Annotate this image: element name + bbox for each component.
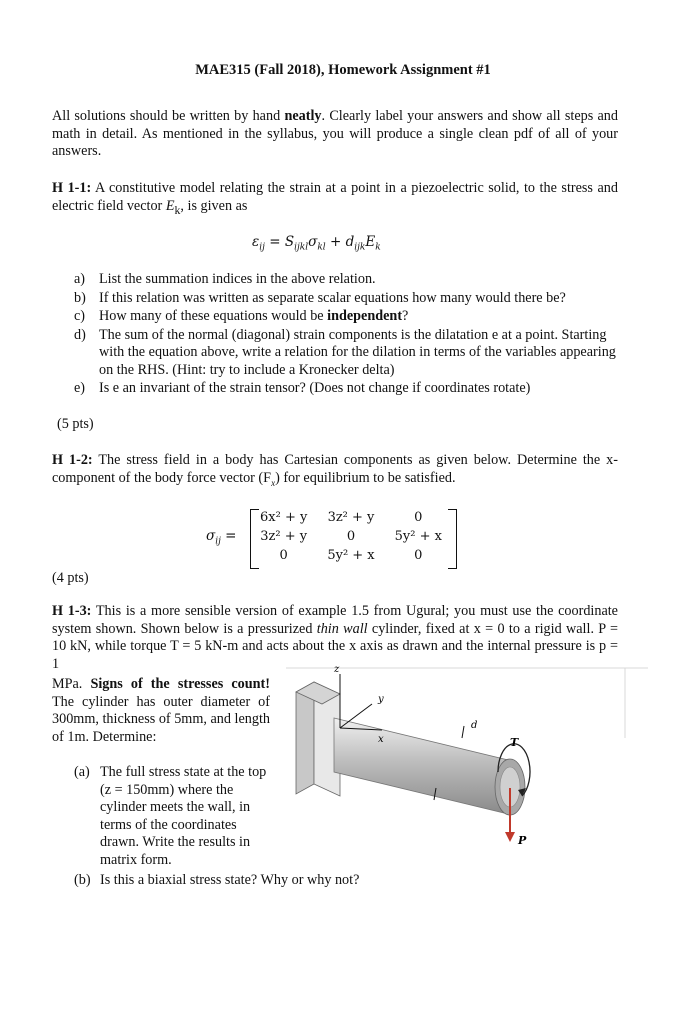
item-text: Is this a biaxial stress state? Why or why not? [100, 872, 360, 888]
h13-italic: thin wall [316, 620, 368, 637]
h11-equation [252, 234, 381, 257]
h11-points: (5 pts) [57, 416, 94, 432]
eq-E-sub: k [375, 242, 381, 253]
item-label: (b) [74, 872, 91, 888]
h11-field-sub: k [174, 202, 181, 217]
intro-bold: neatly [284, 108, 322, 124]
item-label: e) [74, 380, 86, 396]
eq-epsilon-sub: ij [259, 242, 265, 253]
item-text: If this relation was written as separate scalar equations how many would there be? [99, 289, 566, 306]
force-p-head [505, 832, 515, 842]
list-item [52, 290, 622, 308]
item-label: d) [74, 326, 86, 343]
h12-label: H 1-2: [52, 452, 93, 468]
label-x: x [378, 734, 384, 745]
eq-equals: = [264, 234, 285, 250]
sigma-label [206, 528, 237, 551]
item-label: c) [74, 308, 86, 324]
eq-d-sub: ijk [354, 242, 366, 253]
item-bold: independent [327, 308, 403, 324]
item-text-after: ? [402, 308, 409, 324]
item-text: Is e an invariant of the strain tensor? (Does not change if coordinates rotate) [99, 380, 531, 396]
h13-text-4: The cylinder has outer diameter of 300mm, thickness of 5mm, and length of 1m. Determine: [52, 693, 270, 745]
list-item [52, 380, 622, 398]
eq-S: S [284, 234, 295, 250]
h13-text-3: MPa. [52, 676, 91, 692]
eq-S-sub: ijkl [294, 242, 309, 253]
item-text: The full stress state at the top (z = 150mm) where the cylinder meets the wall, in terms of the coordinates drawn. Write the results in matrix form. [100, 764, 267, 868]
item-label: b) [74, 289, 86, 306]
intro-text: All solutions should be written by hand [52, 108, 285, 124]
list-item [52, 327, 622, 380]
matrix-cell: 5y² + x [327, 547, 375, 563]
eq-epsilon: ε [252, 234, 260, 250]
eq-plus: + [325, 234, 346, 250]
matrix-cell: 6x² + y [260, 509, 308, 525]
h11-question-list [52, 271, 622, 399]
sigma-sub: ij [215, 536, 221, 547]
label-P: P [518, 834, 527, 847]
stress-matrix [250, 508, 452, 565]
h13-bold: Signs of the stresses count! [90, 676, 270, 692]
matrix-row [250, 527, 452, 546]
h13-continued [52, 676, 270, 746]
matrix-cell: 3z² + y [327, 509, 375, 525]
h11-paragraph [52, 180, 618, 219]
h13-text: This is a more sensible version of example 1.5 from Ugural; you must use the coordinate system shown. Shown below is a pressurized [52, 603, 618, 637]
h13-item-b [74, 872, 640, 890]
label-d: d [471, 720, 478, 731]
cylinder-figure [286, 664, 648, 864]
h11-field-symbol: E [165, 197, 175, 214]
h12-text-after: ) for equilibrium to be satisfied. [275, 469, 456, 486]
d-marker [462, 726, 464, 738]
item-text: List the summation indices in the above relation. [99, 271, 376, 287]
list-item [52, 308, 622, 326]
intro-paragraph [52, 108, 618, 161]
eq-sigma-sub: kl [317, 242, 326, 253]
h13-text-2: cylinder, fixed at x = 0 to a rigid wall. P = 10 kN, while torque T = 5 kN-m and acts about the x axis as drawn and the internal pressure is p = 1 [52, 620, 619, 672]
eq-sigma: σ [308, 234, 318, 250]
label-T: T [510, 736, 519, 749]
intro-text-rest: . Clearly label your answers and show all steps and math in detail. As mentioned in the syllabus, you will produce a single clean pdf of all of your answers. [52, 108, 618, 159]
h13-sub-list [74, 764, 279, 869]
label-y: y [378, 694, 384, 705]
h11-text: A constitutive model relating the strain at a point in a piezoelectric solid, to the stress and electric field vector [52, 180, 618, 214]
list-item [74, 764, 279, 869]
page-title: MAE315 (Fall 2018), Homework Assignment #1 [195, 62, 491, 78]
item-label: (a) [74, 764, 90, 780]
matrix-cell: 3z² + y [260, 528, 308, 544]
list-item [52, 271, 622, 289]
cylinder-body [334, 718, 508, 814]
h12-text-sub: x [271, 477, 276, 488]
label-z: z [334, 664, 340, 675]
matrix-cell: 0 [414, 509, 423, 525]
sigma-equals: = [220, 528, 237, 544]
h13-label: H 1-3: [52, 603, 92, 619]
h13-paragraph [52, 603, 618, 673]
eq-d: d [345, 234, 355, 250]
h11-label: H 1-1: [52, 180, 92, 196]
sigma-symbol: σ [206, 528, 216, 544]
item-label: a) [74, 271, 86, 287]
h11-text-after: , is given as [180, 197, 248, 214]
matrix-cell: 5y² + x [394, 528, 442, 544]
matrix-cell: 0 [346, 528, 356, 544]
h12-text: The stress field in a body has Cartesian components as given below. Determine the x-component of the body force vector (F [52, 452, 618, 486]
matrix-row [250, 508, 452, 527]
matrix-row [250, 546, 452, 565]
item-text: The sum of the normal (diagonal) strain components is the dilatation e at a point. Starting with the equation above, write a relation for the dilation in terms of the variables appearing on the RHS. (Hint: try to include a Kronecker delta) [99, 326, 616, 378]
eq-E: E [365, 234, 376, 250]
matrix-cell: 0 [279, 547, 288, 563]
h12-points: (4 pts) [52, 570, 89, 586]
cylinder-diagram [286, 664, 648, 864]
h12-paragraph [52, 452, 618, 492]
item-text: How many of these equations would be [99, 308, 328, 324]
matrix-cell: 0 [414, 547, 423, 563]
